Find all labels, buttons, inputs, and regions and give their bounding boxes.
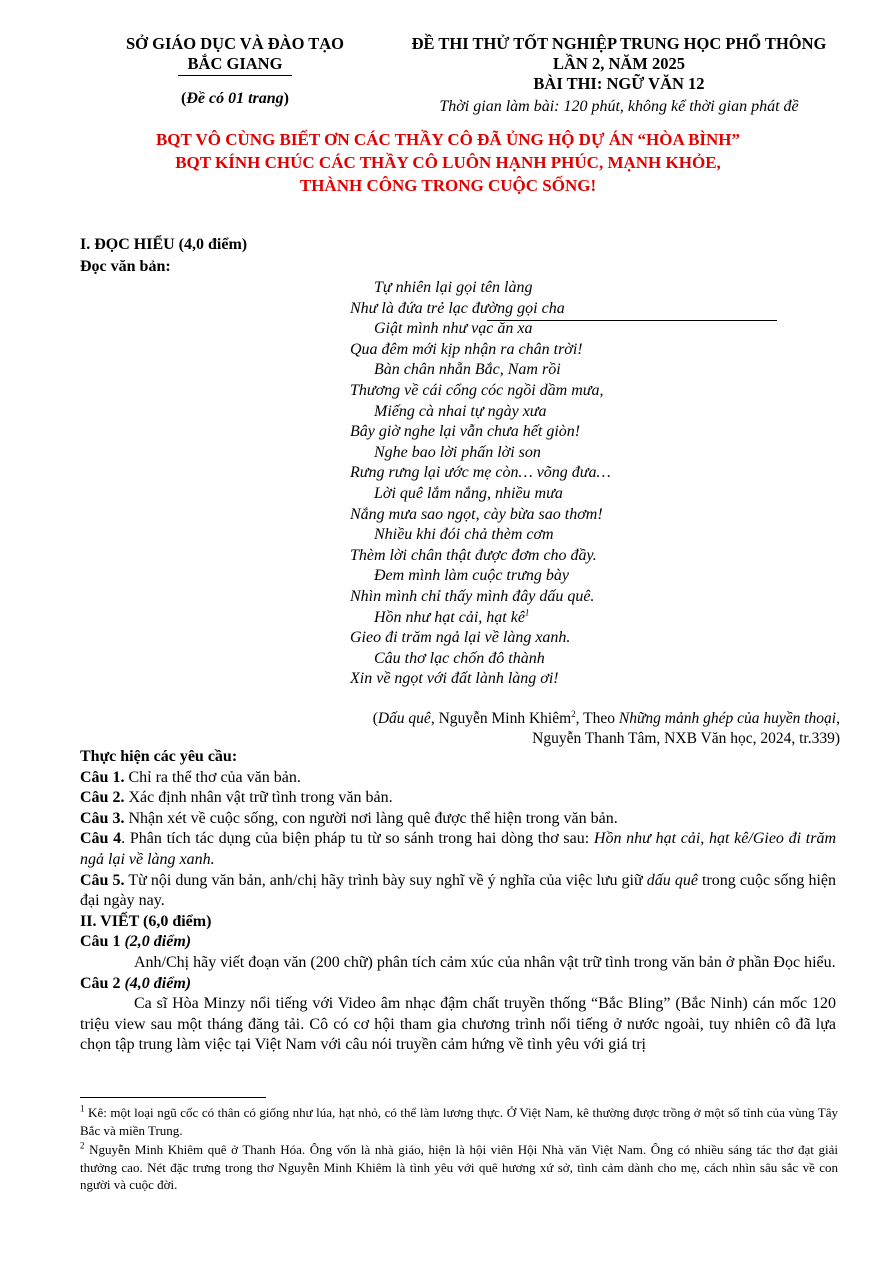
poem-line: Nghe bao lời phấn lời son bbox=[374, 443, 541, 461]
poem-line: Nhiều khi đói chả thèm cơm bbox=[374, 526, 554, 544]
poem-line: Qua đêm mới kịp nhận ra chân trời! bbox=[350, 340, 583, 358]
poem-line: Như là đứa trẻ lạc đường gọi cha bbox=[350, 299, 565, 317]
department-name: SỞ GIÁO DỤC VÀ ĐÀO TẠO bbox=[125, 34, 345, 53]
poem-line: Giật mình như vạc ăn xa bbox=[374, 320, 533, 338]
poem-line: Đem mình làm cuộc trưng bày bbox=[374, 567, 569, 585]
thanks-banner bbox=[60, 128, 836, 197]
page-count-note: (Đề có 01 trang) bbox=[181, 90, 289, 107]
question-5: Câu 5. Từ nội dung văn bản, anh/chị hãy trình bày suy nghĩ về ý nghĩa của việc lưu giữ dấu quê trong cuộc sống hiện đại ngày nay. bbox=[80, 871, 836, 910]
writing-question-1-label: Câu 1 (2,0 điểm) bbox=[80, 933, 192, 951]
poem-line: Tự nhiên lại gọi tên làng bbox=[374, 279, 533, 296]
section-reading-title: I. ĐỌC HIỂU (4,0 điểm) bbox=[80, 236, 248, 253]
poem-line: Thương về cái cổng cóc ngồi dầm mưa, bbox=[350, 381, 604, 399]
footnotes bbox=[80, 1104, 838, 1196]
writing-question-1: Anh/Chị hãy viết đoạn văn (200 chữ) phân tích cảm xúc của nhân vật trữ tình trong văn bản ở phần Đọc hiểu. bbox=[134, 953, 836, 971]
question-4: Câu 4. Phân tích tác dụng của biện pháp tu từ so sánh trong hai dòng thơ sau: Hồn như hạt cải, hạt kê/Gieo đi trăm ngả lại về làng xanh. bbox=[80, 830, 837, 868]
exam-title: ĐỀ THI THỬ TỐT NGHIỆP TRUNG HỌC PHỔ THÔNG bbox=[411, 34, 827, 53]
poem-line: Lời quê lắm nắng, nhiều mưa bbox=[374, 484, 563, 502]
tasks-heading: Thực hiện các yêu cầu: bbox=[80, 748, 238, 765]
banner-line-2: BQT KÍNH CHÚC CÁC THẦY CÔ LUÔN HẠNH PHÚC, MẠNH KHỎE, bbox=[175, 153, 721, 172]
poem-line: Gieo đi trăm ngả lại về làng xanh. bbox=[350, 629, 571, 647]
question-2: Câu 2. Xác định nhân vật trữ tình trong văn bản. bbox=[80, 789, 393, 807]
poem-line: Thèm lời chân thật được đơm cho đầy. bbox=[350, 546, 597, 564]
read-text-label: Đọc văn bản: bbox=[80, 258, 171, 275]
question-3: Câu 3. Nhận xét về cuộc sống, con người nơi làng quê được thể hiện trong văn bản. bbox=[80, 809, 618, 827]
header-left bbox=[80, 34, 390, 108]
poem-line: Câu thơ lạc chốn đô thành bbox=[374, 649, 545, 667]
poem-line: Miếng cà nhai tự ngày xưa bbox=[374, 402, 547, 420]
poem-line: Xin về ngọt với đất lành làng ơi! bbox=[350, 670, 559, 688]
footnote-1: $^1$ Kê: một loại ngũ cốc có thân có giống như lúa, hạt nhỏ, có thể làm lương thực. Ở Việt Nam, kê thường được trồng ở một số tỉnh của vùng Tây Bắc và miền Trung. bbox=[80, 1103, 838, 1138]
poem bbox=[350, 278, 790, 690]
banner-line-1: BQT VÔ CÙNG BIẾT ƠN CÁC THẦY CÔ ĐÃ ỦNG HỘ DỰ ÁN “HÒA BÌNH” bbox=[155, 130, 741, 149]
writing-question-2: Ca sĩ Hòa Minzy nổi tiếng với Video âm nhạc đậm chất truyền thống “Bắc Bling” (Bắc Ninh) cán mốc 120 triệu view sau một tháng đăng tải. Cô có cơ hội tham gia chương trình nổi tiếng ở nước ngoài, tuy nhiên cô đã lựa chọn tập trung làm việc tại Việt Nam với câu nói truyền cảm hứng về tình yêu với giá trị bbox=[80, 995, 836, 1054]
poem-line: Nhìn mình chỉ thấy mình đây dấu quê. bbox=[350, 587, 595, 605]
questions bbox=[80, 747, 836, 1056]
poem-line: Rưng rưng lại ước mẹ còn… võng đưa… bbox=[350, 464, 611, 482]
writing-question-2-label: Câu 2 (4,0 điểm) bbox=[80, 974, 192, 992]
exam-subject: BÀI THI: NGỮ VĂN 12 bbox=[533, 74, 705, 93]
poem-line: Bàn chân nhẵn Bắc, Nam rồi bbox=[374, 361, 561, 379]
province-name: BẮC GIANG bbox=[178, 54, 293, 76]
poem-line: Bây giờ nghe lại vẫn chưa hết giòn! bbox=[350, 423, 581, 441]
footnote-2: $^2$ Nguyễn Minh Khiêm quê ở Thanh Hóa. Ông vốn là nhà giáo, hiện là hội viên Hội Nhà văn Việt Nam. Ông có nhiều sáng tác thơ đạt giải thưởng cao. Nét đặc trưng trong thơ Nguyễn Minh Khiêm là tình yêu với quê hương xứ sở, tình cảm dành cho mẹ, cách nhìn sâu sắc về con người và cuộc đời. bbox=[80, 1140, 838, 1192]
poem-source: (Dấu quê, Nguyễn Minh Khiêm$^2$, Theo Những mảnh ghép của huyền thoại, Nguyễn Thanh Tâm, NXB Văn học, 2024, tr.339) bbox=[372, 708, 840, 747]
footnote-ref: 1 bbox=[524, 607, 530, 618]
question-1: Câu 1. Chỉ ra thể thơ của văn bản. bbox=[80, 768, 301, 786]
banner-line-3: THÀNH CÔNG TRONG CUỘC SỐNG! bbox=[299, 176, 597, 195]
exam-time: Thời gian làm bài: 120 phút, không kể thời gian phát đề bbox=[439, 98, 799, 115]
footnote-divider bbox=[80, 1097, 266, 1098]
poem-line: Nắng mưa sao ngọt, cày bừa sao thơm! bbox=[350, 505, 603, 523]
exam-round: LẦN 2, NĂM 2025 bbox=[553, 54, 685, 73]
poem-line: Hồn như hạt cải, hạt $kê^1$ bbox=[374, 607, 530, 626]
section-writing-title: II. VIẾT (6,0 điểm) bbox=[80, 912, 212, 930]
header-right bbox=[380, 34, 858, 116]
